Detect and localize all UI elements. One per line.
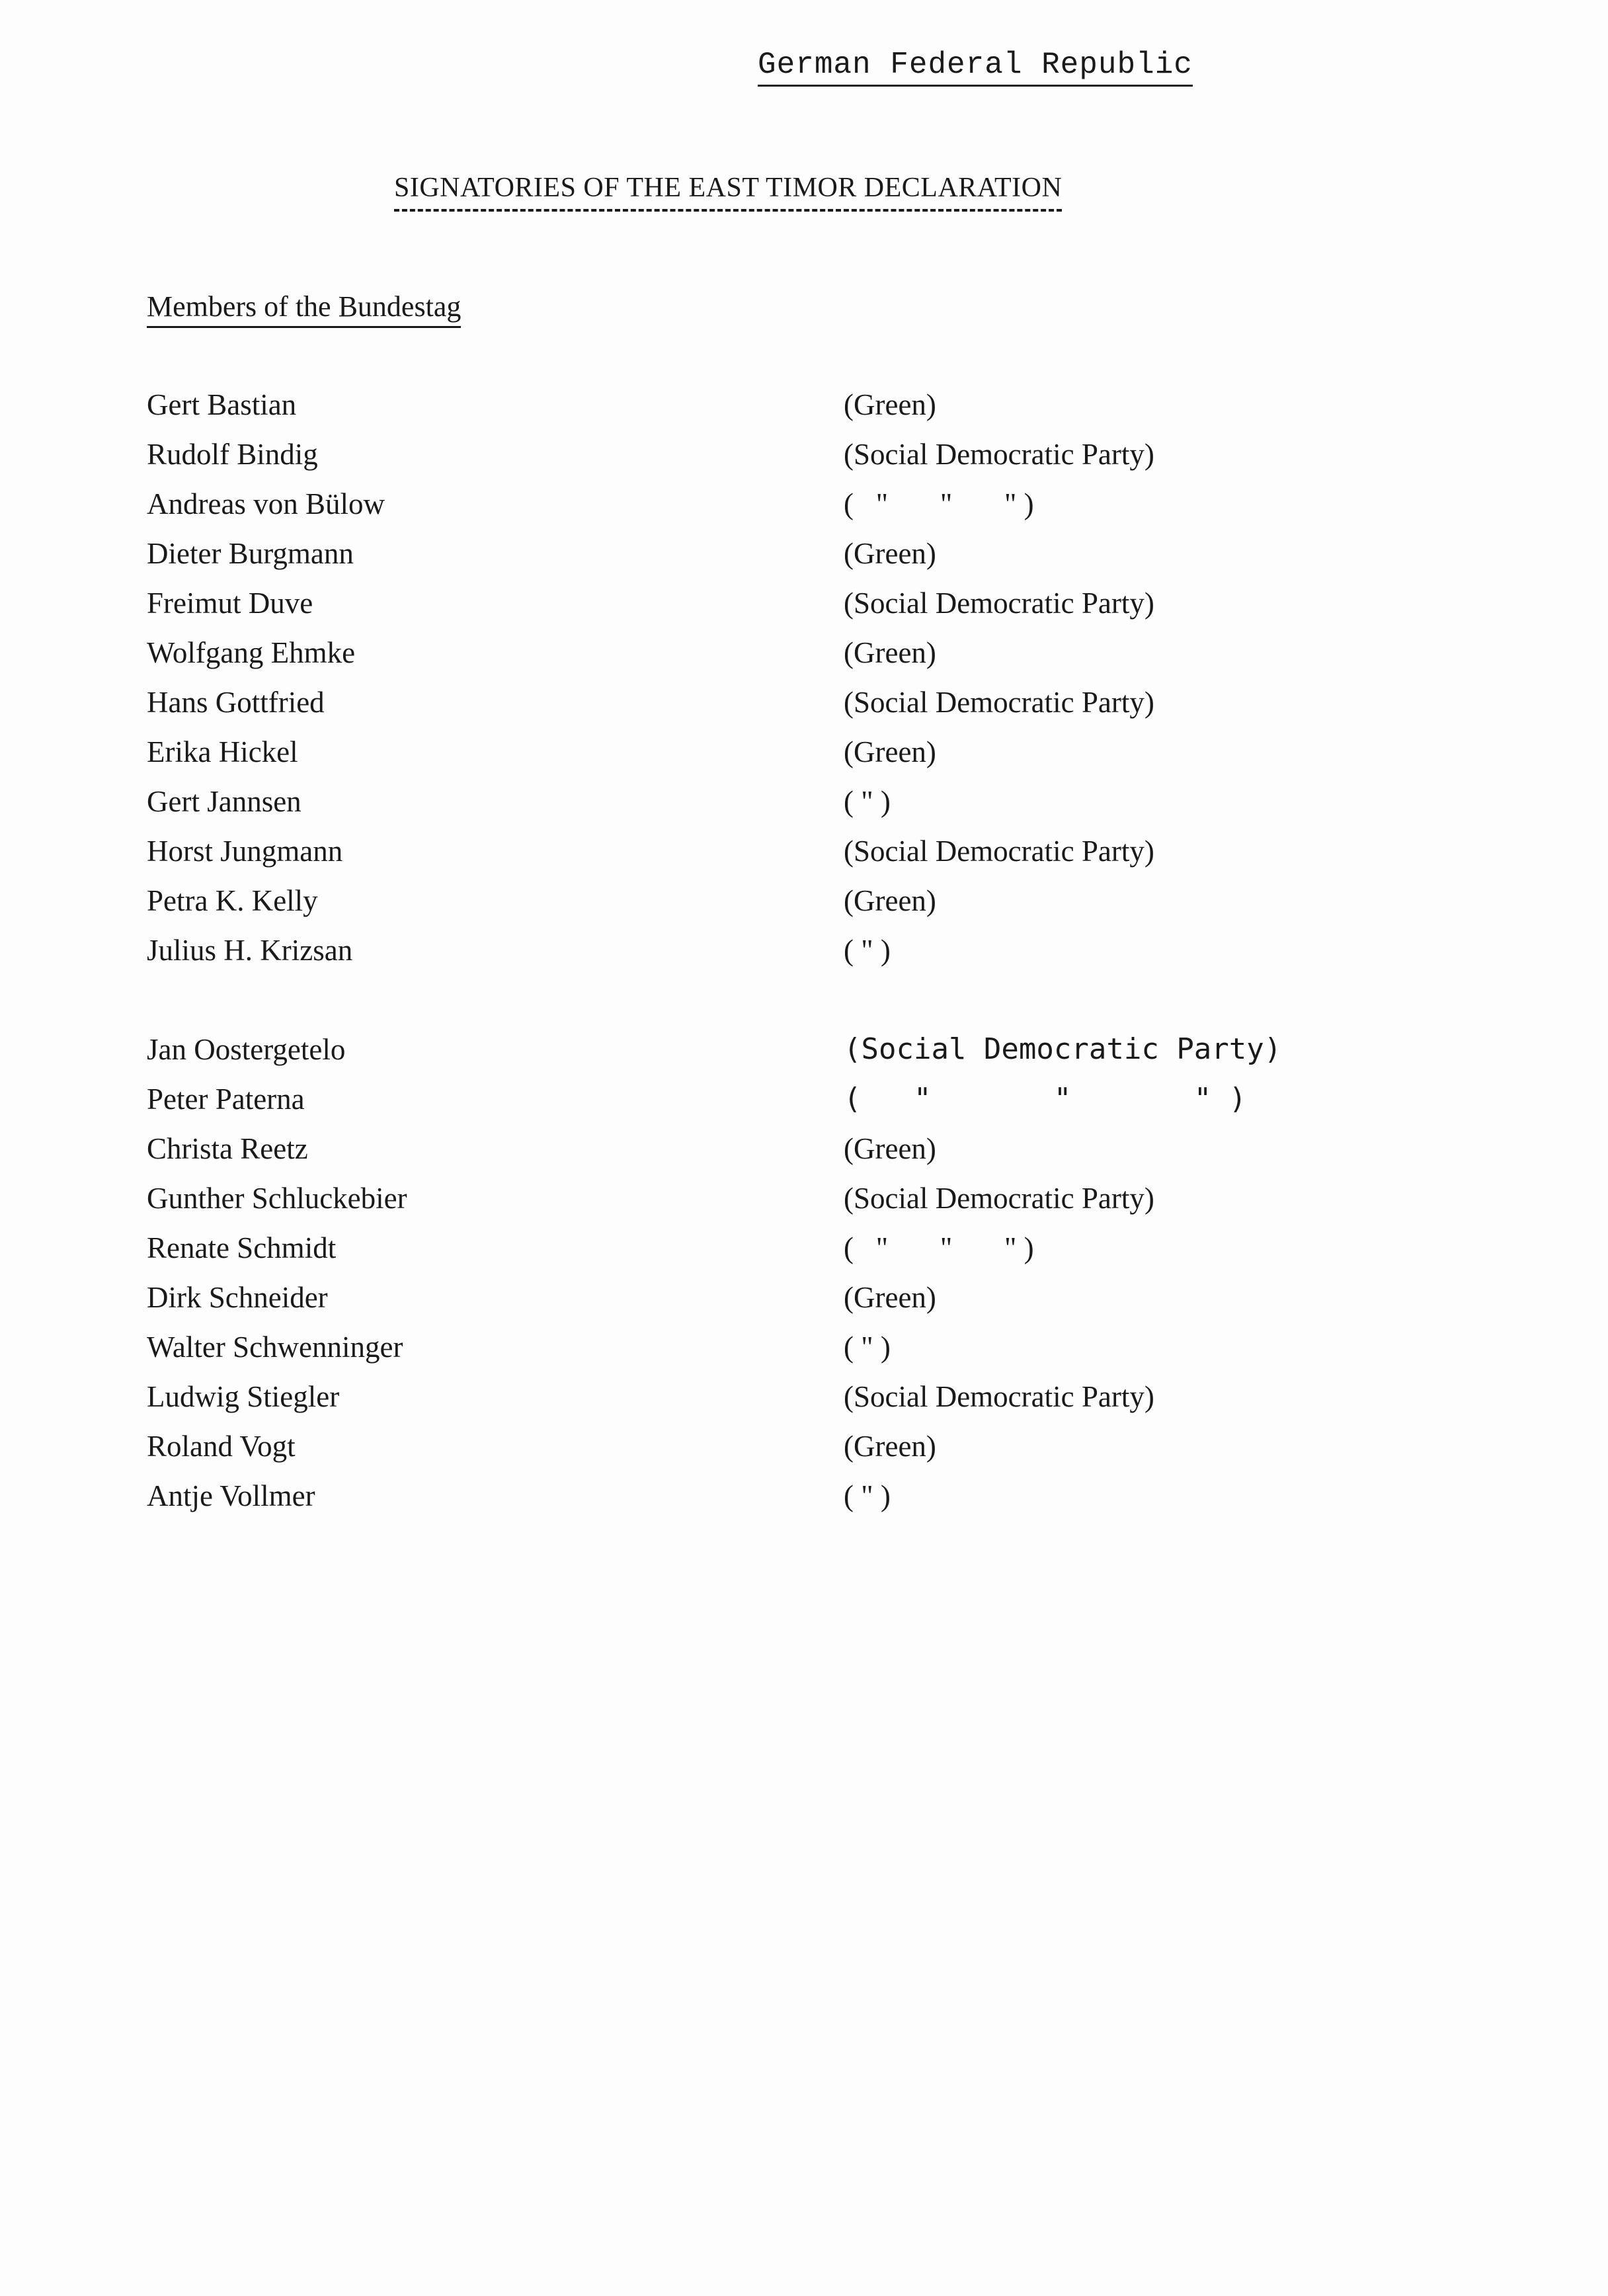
- signatory-row: [0, 633, 1608, 673]
- signatory-party: (Social Democratic Party): [844, 1380, 1154, 1413]
- signatory-name: Horst Jungmann: [147, 835, 343, 868]
- signatory-name: Gunther Schluckebier: [147, 1182, 407, 1215]
- signatory-row: [0, 1129, 1608, 1168]
- signatory-row: [0, 434, 1608, 474]
- signatory-row: [0, 881, 1608, 921]
- signatory-party: ( " ): [844, 1331, 891, 1364]
- signatory-party: ( " " " ): [844, 1082, 1247, 1116]
- signatory-party: (Social Democratic Party): [844, 1182, 1154, 1215]
- signatory-party: ( " " " ): [844, 1231, 1034, 1264]
- signatory-name: Freimut Duve: [147, 587, 313, 620]
- signatory-name: Andreas von Bülow: [147, 487, 385, 520]
- signatory-row: [0, 534, 1608, 573]
- signatory-row: [0, 1278, 1608, 1317]
- signatory-row: [0, 930, 1608, 970]
- signatory-party: (Green): [844, 884, 936, 917]
- signatory-name: Gert Bastian: [147, 388, 297, 421]
- signatory-name: Peter Paterna: [147, 1083, 305, 1116]
- signatory-name: Antje Vollmer: [147, 1479, 315, 1512]
- signatory-party: ( " ): [844, 934, 891, 967]
- signatory-party: (Social Democratic Party): [844, 438, 1154, 471]
- signatory-row: [0, 732, 1608, 772]
- signatory-party: (Social Democratic Party): [844, 686, 1154, 719]
- signatory-name: Hans Gottfried: [147, 686, 325, 719]
- signatory-party: (Green): [844, 537, 936, 570]
- signatory-name: Christa Reetz: [147, 1132, 308, 1165]
- signatory-row: [0, 1327, 1608, 1367]
- signatory-row: [0, 1228, 1608, 1268]
- signatory-party: (Green): [844, 735, 936, 768]
- signatory-row: [0, 682, 1608, 722]
- signatory-row: [0, 831, 1608, 871]
- signatory-name: Jan Oostergetelo: [147, 1033, 346, 1066]
- signatory-row: [0, 1377, 1608, 1416]
- country-heading: German Federal Republic: [758, 46, 1193, 87]
- signatory-party: (Green): [844, 1132, 936, 1165]
- signatory-name: Dieter Burgmann: [147, 537, 354, 570]
- signatory-name: Julius H. Krizsan: [147, 934, 353, 967]
- signatory-row: [0, 1079, 1608, 1119]
- signatory-row: [0, 1030, 1608, 1069]
- signatory-party: (Social Democratic Party): [844, 835, 1154, 868]
- signatory-party: (Social Democratic Party): [844, 587, 1154, 620]
- signatory-party: ( " ): [844, 1479, 891, 1512]
- signatory-name: Rudolf Bindig: [147, 438, 318, 471]
- signatory-name: Walter Schwenninger: [147, 1331, 403, 1364]
- signatory-party: (Green): [844, 636, 936, 669]
- signatory-party: (Green): [844, 1281, 936, 1314]
- signatory-party: (Social Democratic Party): [844, 1032, 1282, 1066]
- section-heading: Members of the Bundestag: [147, 288, 461, 328]
- signatory-row: [0, 1426, 1608, 1466]
- signatory-name: Erika Hickel: [147, 735, 298, 768]
- signatory-row: [0, 1476, 1608, 1516]
- signatory-name: Dirk Schneider: [147, 1281, 328, 1314]
- signatory-row: [0, 484, 1608, 524]
- signatory-party: ( " " " ): [844, 487, 1034, 520]
- signatory-party: ( " ): [844, 785, 891, 818]
- signatory-name: Roland Vogt: [147, 1430, 296, 1463]
- signatory-name: Renate Schmidt: [147, 1231, 337, 1264]
- signatory-name: Ludwig Stiegler: [147, 1380, 340, 1413]
- document-title: SIGNATORIES OF THE EAST TIMOR DECLARATION: [394, 169, 1062, 212]
- signatory-name: Petra K. Kelly: [147, 884, 318, 917]
- signatory-party: (Green): [844, 1430, 936, 1463]
- signatory-row: [0, 385, 1608, 425]
- signatory-row: [0, 1178, 1608, 1218]
- signatory-name: Gert Jannsen: [147, 785, 302, 818]
- signatory-name: Wolfgang Ehmke: [147, 636, 356, 669]
- signatory-row: [0, 583, 1608, 623]
- signatory-row: [0, 782, 1608, 821]
- signatory-party: (Green): [844, 388, 936, 421]
